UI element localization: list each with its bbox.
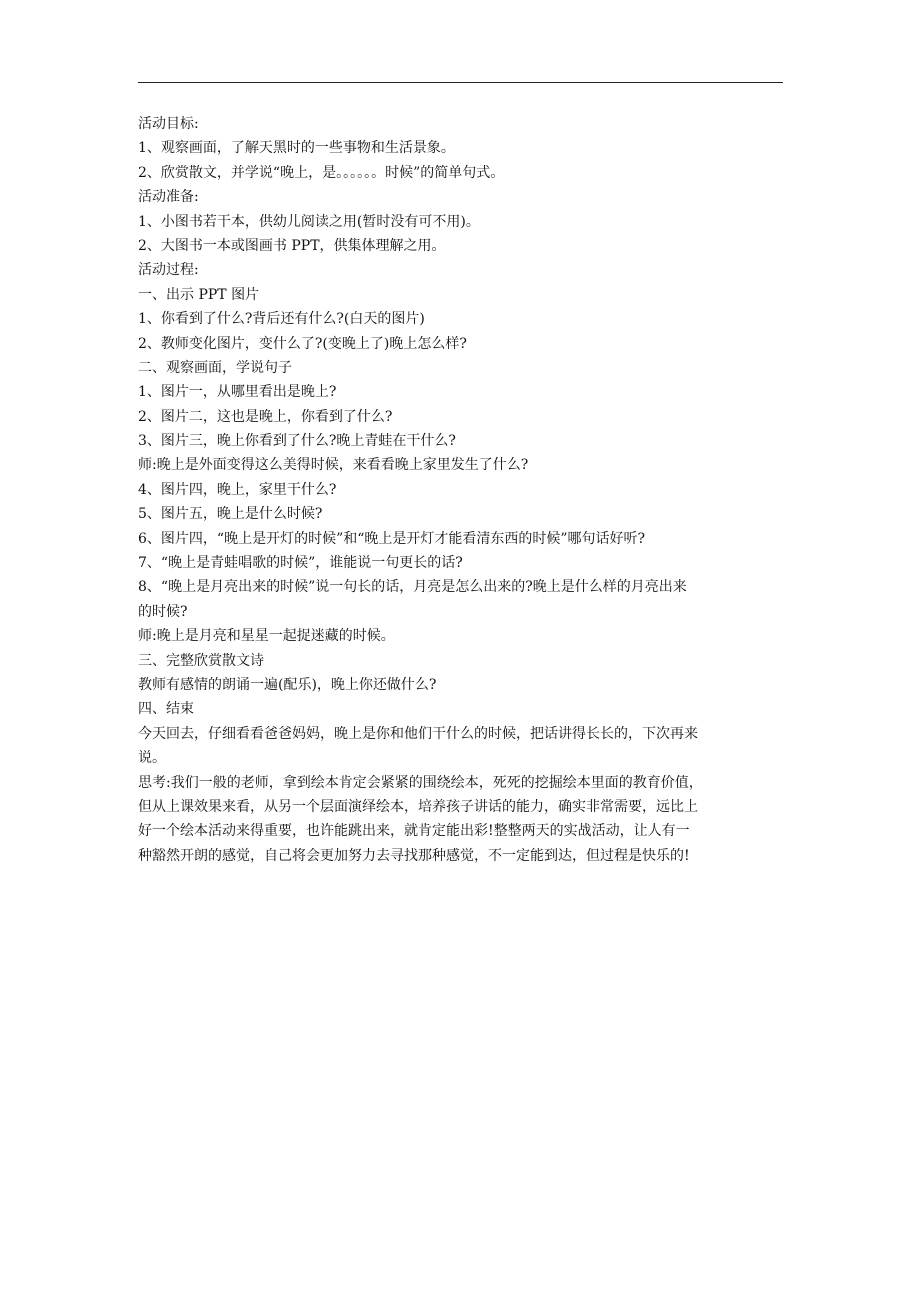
text-line: 4、图片四，晚上，家里干什么? bbox=[138, 481, 337, 498]
text-line: 师:晚上是外面变得这么美得时候，来看看晚上家里发生了什么? bbox=[138, 457, 529, 474]
header-rule bbox=[138, 82, 783, 83]
text-line: 2、大图书一本或图画书 PPT，供集体理解之用。 bbox=[138, 237, 446, 254]
step-heading-3: 三、完整欣赏散文诗 bbox=[138, 652, 264, 669]
document-body bbox=[138, 112, 788, 868]
text-line: 的时候? bbox=[138, 603, 188, 620]
text-line: 2、图片二，这也是晚上，你看到了什么? bbox=[138, 408, 393, 425]
text-line: 说。 bbox=[138, 750, 166, 767]
reflection-line: 种豁然开朗的感觉，自己将会更加努力去寻找那种感觉，不一定能到达，但过程是快乐的! bbox=[138, 847, 690, 864]
text-line: 教师有感情的朗诵一遍(配乐)，晚上你还做什么? bbox=[138, 676, 437, 693]
text-line: 今天回去，仔细看看爸爸妈妈，晚上是你和他们干什么的时候，把话讲得长长的，下次再来 bbox=[138, 725, 698, 742]
text-line: 3、图片三，晚上你看到了什么?晚上青蛙在干什么? bbox=[138, 433, 456, 450]
text-line: 6、图片四，“晚上是开灯的时候”和“晚上是开灯才能看清东西的时候”哪句话好听? bbox=[138, 530, 646, 547]
text-line: 2、欣赏散文，并学说“晚上，是。。。。。。时候”的简单句式。 bbox=[138, 164, 505, 181]
step-heading-2: 二、观察画面，学说句子 bbox=[138, 359, 292, 376]
reflection-line: 思考:我们一般的老师，拿到绘本肯定会紧紧的围绕绘本，死死的挖掘绘本里面的教育价值， bbox=[138, 774, 703, 791]
reflection-line: 但从上课效果来看，从另一个层面演绎绘本，培养孩子讲话的能力，确实非常需要，远比上 bbox=[138, 798, 698, 815]
step-heading-1: 一、出示 PPT 图片 bbox=[138, 286, 260, 303]
text-line: 1、观察画面，了解天黑时的一些事物和生活景象。 bbox=[138, 140, 455, 157]
text-line: 5、图片五，晚上是什么时候? bbox=[138, 506, 323, 523]
section-heading-goals: 活动目标: bbox=[138, 116, 199, 132]
text-line: 7、“晚上是青蛙唱歌的时候”，谁能说一句更长的话? bbox=[138, 555, 463, 572]
reflection-line: 好一个绘本活动来得重要，也许能跳出来，就肯定能出彩!整整两天的实战活动，让人有一 bbox=[138, 823, 690, 840]
text-line: 师:晚上是月亮和星星一起捉迷藏的时候。 bbox=[138, 628, 395, 645]
text-line: 1、小图书若干本，供幼儿阅读之用(暂时没有可不用)。 bbox=[138, 213, 480, 230]
text-line: 1、你看到了什么?背后还有什么?(白天的图片) bbox=[138, 311, 425, 328]
text-line: 8、“晚上是月亮出来的时候”说一句长的话，月亮是怎么出来的?晚上是什么样的月亮出来 bbox=[138, 579, 687, 596]
step-heading-4: 四、结束 bbox=[138, 701, 194, 718]
section-heading-preparation: 活动准备: bbox=[138, 189, 199, 206]
text-line: 1、图片一，从哪里看出是晚上? bbox=[138, 384, 337, 401]
text-line: 2、教师变化图片，变什么了?(变晚上了)晚上怎么样? bbox=[138, 335, 467, 352]
section-heading-process: 活动过程: bbox=[138, 262, 199, 279]
